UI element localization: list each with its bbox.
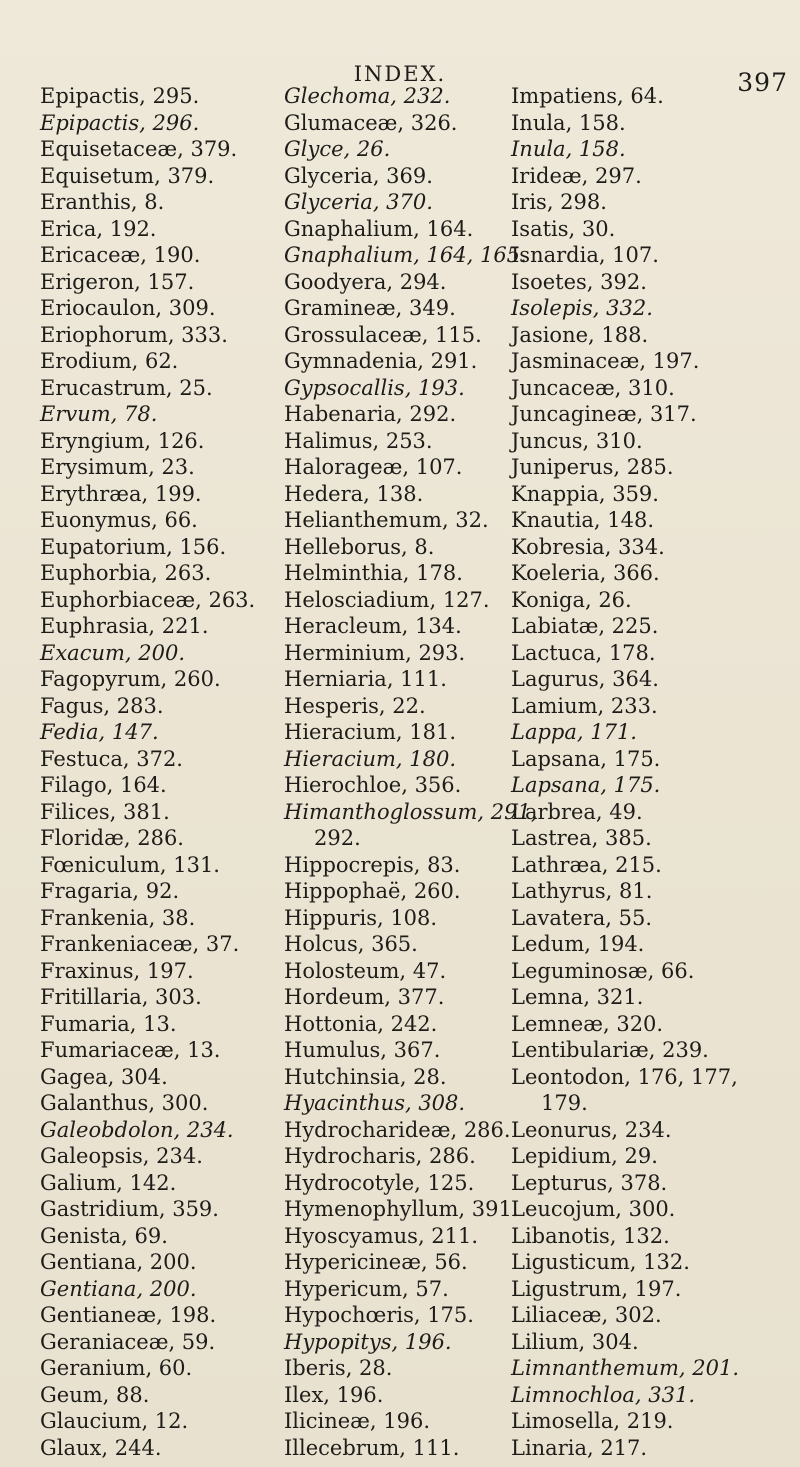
index-entry: Holcus, 365. bbox=[284, 932, 418, 956]
index-entry: Hottonia, 242. bbox=[284, 1011, 438, 1036]
index-entry: Koniga, 26. bbox=[511, 587, 632, 612]
index-entry: Grossulaceæ, 115. bbox=[284, 322, 482, 347]
index-entry: Glumaceæ, 326. bbox=[284, 110, 458, 135]
index-entry: Fœniculum, 131. bbox=[40, 852, 220, 877]
index-entry: Isolepis, 332. bbox=[511, 296, 653, 320]
index-entry: Erythræa, 199. bbox=[40, 481, 202, 506]
index-entry: Impatiens, 64. bbox=[511, 84, 664, 108]
index-entry: Gentiana, 200. bbox=[40, 1250, 197, 1274]
index-entry: Labiatæ, 225. bbox=[511, 614, 659, 638]
index-entry: Gnaphalium, 164, 165. bbox=[284, 243, 527, 267]
index-entry: Holosteum, 47. bbox=[284, 958, 447, 983]
index-entry: Hieracium, 180. bbox=[284, 746, 457, 771]
index-entry: Kobresia, 334. bbox=[511, 534, 665, 559]
index-entry: Galeobdolon, 234. bbox=[40, 1117, 234, 1142]
index-entry: Helminthia, 178. bbox=[284, 561, 463, 585]
index-entry: Epipactis, 295. bbox=[40, 84, 200, 108]
index-entry: Fritillaria, 303. bbox=[40, 985, 202, 1009]
index-entry: Juncus, 310. bbox=[511, 428, 643, 453]
index-entry: Hutchinsia, 28. bbox=[284, 1064, 447, 1089]
index-entry: Iberis, 28. bbox=[284, 1356, 393, 1380]
index-entry: Leguminosæ, 66. bbox=[511, 958, 695, 983]
index-entry: Gypsocallis, 193. bbox=[284, 375, 465, 400]
index-entry: Isatis, 30. bbox=[511, 216, 616, 241]
index-entry: Floridæ, 286. bbox=[40, 826, 184, 850]
index-entry: Galeopsis, 234. bbox=[40, 1144, 203, 1168]
index-entry: Filices, 381. bbox=[40, 799, 170, 824]
index-entry: Goodyera, 294. bbox=[284, 269, 447, 294]
index-entry: Hedera, 138. bbox=[284, 481, 424, 506]
index-entry: Koeleria, 366. bbox=[511, 561, 660, 585]
index-entry: Geranium, 60. bbox=[40, 1356, 193, 1380]
index-entry: Juncaceæ, 310. bbox=[511, 375, 675, 400]
index-entry: Inula, 158. bbox=[511, 137, 626, 161]
index-entry: Hyoscyamus, 211. bbox=[284, 1223, 479, 1248]
index-entry: Hippophaë, 260. bbox=[284, 879, 461, 903]
index-entry: Epipactis, 296. bbox=[40, 110, 200, 135]
index-entry: Ilicineæ, 196. bbox=[284, 1409, 431, 1433]
index-entry: Lentibulariæ, 239. bbox=[511, 1038, 709, 1062]
index-entry: Erigeron, 157. bbox=[40, 269, 195, 294]
index-entry: Glaux, 244. bbox=[40, 1435, 162, 1460]
index-entry: Hymenophyllum, 391. bbox=[284, 1197, 519, 1221]
index-entry: Lemna, 321. bbox=[511, 985, 644, 1009]
index-entry: Limosella, 219. bbox=[511, 1409, 674, 1433]
index-entry: Leontodon, 176, 177, bbox=[511, 1064, 738, 1089]
index-entry: Fumaria, 13. bbox=[40, 1011, 177, 1036]
index-entry: Liliaceæ, 302. bbox=[511, 1303, 662, 1327]
index-entry: Ervum, 78. bbox=[40, 402, 158, 426]
index-entry: Jasminaceæ, 197. bbox=[511, 349, 700, 373]
index-entry: Festuca, 372. bbox=[40, 746, 183, 771]
index-entry: Gentiana, 200. bbox=[40, 1276, 197, 1301]
index-entry: Eriophorum, 333. bbox=[40, 322, 228, 347]
index-entry: Hierochloe, 356. bbox=[284, 773, 462, 797]
index-entry: Helosciadium, 127. bbox=[284, 587, 490, 612]
index-entry: Lastrea, 385. bbox=[511, 826, 652, 850]
index-entry: Jasione, 188. bbox=[511, 322, 649, 347]
index-entry: Lappa, 171. bbox=[511, 720, 637, 744]
index-entry: Lepidium, 29. bbox=[511, 1144, 658, 1168]
index-entry: Hippocrepis, 83. bbox=[284, 852, 461, 877]
index-column-2 bbox=[284, 83, 538, 1461]
index-entry: Exacum, 200. bbox=[40, 640, 186, 665]
index-entry: Limnanthemum, 201. bbox=[511, 1356, 739, 1380]
index-entry: Lagurus, 364. bbox=[511, 667, 659, 691]
index-entry: Heracleum, 134. bbox=[284, 614, 462, 638]
index-entry: Herniaria, 111. bbox=[284, 667, 447, 691]
index-entry: Hypopitys, 196. bbox=[284, 1329, 452, 1354]
index-entry: Erucastrum, 25. bbox=[40, 375, 213, 400]
index-entry: Lilium, 304. bbox=[511, 1329, 639, 1354]
index-entry: Hyacinthus, 308. bbox=[284, 1091, 466, 1115]
index-entry: Ligusticum, 132. bbox=[511, 1250, 690, 1274]
index-column-1 bbox=[40, 83, 270, 1461]
index-entry: Gymnadenia, 291. bbox=[284, 349, 478, 373]
index-entry: Eupatorium, 156. bbox=[40, 534, 227, 559]
index-entry: Glaucium, 12. bbox=[40, 1409, 189, 1433]
index-entry: Hieracium, 181. bbox=[284, 720, 457, 744]
index-entry: Equisetum, 379. bbox=[40, 163, 215, 188]
index-entry: Galium, 142. bbox=[40, 1170, 177, 1195]
index-entry-continuation: 292. bbox=[314, 826, 361, 850]
index-entry: Leonurus, 234. bbox=[511, 1117, 672, 1142]
index-entry: Fagus, 283. bbox=[40, 693, 164, 718]
index-column-3 bbox=[511, 83, 791, 1461]
index-entry: Iris, 298. bbox=[511, 190, 607, 214]
index-entry: Juniperus, 285. bbox=[511, 455, 674, 479]
index-entry: Lavatera, 55. bbox=[511, 905, 653, 930]
index-entry: Juncagineæ, 317. bbox=[511, 402, 697, 426]
index-entry: Erodium, 62. bbox=[40, 349, 179, 373]
index-entry: Euonymus, 66. bbox=[40, 508, 198, 532]
index-entry: Geraniaceæ, 59. bbox=[40, 1329, 216, 1354]
index-entry-continuation: 179. bbox=[541, 1091, 588, 1115]
page-number: 397 bbox=[737, 68, 788, 97]
index-entry: Fraxinus, 197. bbox=[40, 958, 194, 983]
index-entry: Isnardia, 107. bbox=[511, 243, 659, 267]
index-entry: Lapsana, 175. bbox=[511, 773, 661, 797]
index-entry: Gentianeæ, 198. bbox=[40, 1303, 217, 1327]
index-entry: Irideæ, 297. bbox=[511, 163, 642, 188]
index-entry: Glechoma, 232. bbox=[284, 84, 451, 108]
index-entry: Erysimum, 23. bbox=[40, 455, 195, 479]
index-entry: Frankenia, 38. bbox=[40, 905, 196, 930]
index-entry: Geum, 88. bbox=[40, 1382, 150, 1407]
index-entry: Euphrasia, 221. bbox=[40, 614, 209, 638]
index-entry: Lamium, 233. bbox=[511, 693, 658, 718]
index-entry: Hydrocharideæ, 286. bbox=[284, 1117, 511, 1142]
index-entry: Lapsana, 175. bbox=[511, 746, 661, 771]
index-entry: Helianthemum, 32. bbox=[284, 508, 489, 532]
index-entry: Hypericum, 57. bbox=[284, 1276, 449, 1301]
index-entry: Hesperis, 22. bbox=[284, 693, 426, 718]
index-entry: Glyce, 26. bbox=[284, 137, 391, 161]
index-entry: Glyceria, 369. bbox=[284, 163, 433, 188]
index-entry: Eranthis, 8. bbox=[40, 190, 165, 214]
index-entry: Eriocaulon, 309. bbox=[40, 296, 216, 320]
index-entry: Ilex, 196. bbox=[284, 1382, 384, 1407]
index-entry: Ledum, 194. bbox=[511, 932, 645, 956]
index-entry: Lathræa, 215. bbox=[511, 852, 662, 877]
index-entry: Fagopyrum, 260. bbox=[40, 667, 221, 691]
index-entry: Herminium, 293. bbox=[284, 640, 466, 665]
index-entry: Glyceria, 370. bbox=[284, 190, 433, 214]
index-entry: Ligustrum, 197. bbox=[511, 1276, 682, 1301]
index-entry: Leucojum, 300. bbox=[511, 1197, 676, 1221]
index-entry: Gagea, 304. bbox=[40, 1064, 168, 1089]
index-entry: Hordeum, 377. bbox=[284, 985, 445, 1009]
index-entry: Illecebrum, 111. bbox=[284, 1435, 460, 1460]
index-entry: Hypochœris, 175. bbox=[284, 1303, 474, 1327]
index-entry: Lemneæ, 320. bbox=[511, 1011, 664, 1036]
index-entry: Hydrocotyle, 125. bbox=[284, 1170, 475, 1195]
index-entry: Frankeniaceæ, 37. bbox=[40, 932, 240, 956]
index-entry: Filago, 164. bbox=[40, 773, 167, 797]
index-entry: Larbrea, 49. bbox=[511, 799, 643, 824]
index-entry: Eryngium, 126. bbox=[40, 428, 205, 453]
index-entry: Halorageæ, 107. bbox=[284, 455, 463, 479]
index-entry: Himanthoglossum, 291, bbox=[284, 799, 538, 824]
index-entry: Fragaria, 92. bbox=[40, 879, 180, 903]
index-entry: Humulus, 367. bbox=[284, 1038, 441, 1062]
index-entry: Limnochloa, 331. bbox=[511, 1382, 696, 1407]
index-entry: Ericaceæ, 190. bbox=[40, 243, 201, 267]
index-entry: Galanthus, 300. bbox=[40, 1091, 209, 1115]
index-entry: Helleborus, 8. bbox=[284, 534, 435, 559]
index-entry: Knappia, 359. bbox=[511, 481, 659, 506]
running-header: INDEX. bbox=[353, 62, 447, 86]
index-entry: Fumariaceæ, 13. bbox=[40, 1038, 221, 1062]
index-entry: Euphorbiaceæ, 263. bbox=[40, 587, 256, 612]
index-entry: Gnaphalium, 164. bbox=[284, 216, 474, 241]
index-entry: Hydrocharis, 286. bbox=[284, 1144, 476, 1168]
index-entry: Equisetaceæ, 379. bbox=[40, 137, 238, 161]
index-entry: Gastridium, 359. bbox=[40, 1197, 219, 1221]
index-entry: Hypericineæ, 56. bbox=[284, 1250, 468, 1274]
index-entry: Inula, 158. bbox=[511, 110, 626, 135]
index-entry: Lepturus, 378. bbox=[511, 1170, 668, 1195]
index-entry: Knautia, 148. bbox=[511, 508, 655, 532]
index-entry: Isoetes, 392. bbox=[511, 269, 647, 294]
index-entry: Euphorbia, 263. bbox=[40, 561, 212, 585]
index-entry: Halimus, 253. bbox=[284, 428, 433, 453]
index-entry: Gramineæ, 349. bbox=[284, 296, 456, 320]
index-entry: Fedia, 147. bbox=[40, 720, 159, 744]
index-entry: Lactuca, 178. bbox=[511, 640, 656, 665]
index-entry: Hippuris, 108. bbox=[284, 905, 438, 930]
index-entry: Genista, 69. bbox=[40, 1223, 168, 1248]
index-entry: Libanotis, 132. bbox=[511, 1223, 670, 1248]
index-entry: Linaria, 217. bbox=[511, 1435, 648, 1460]
index-entry: Habenaria, 292. bbox=[284, 402, 457, 426]
index-entry: Erica, 192. bbox=[40, 216, 157, 241]
index-entry: Lathyrus, 81. bbox=[511, 879, 653, 903]
